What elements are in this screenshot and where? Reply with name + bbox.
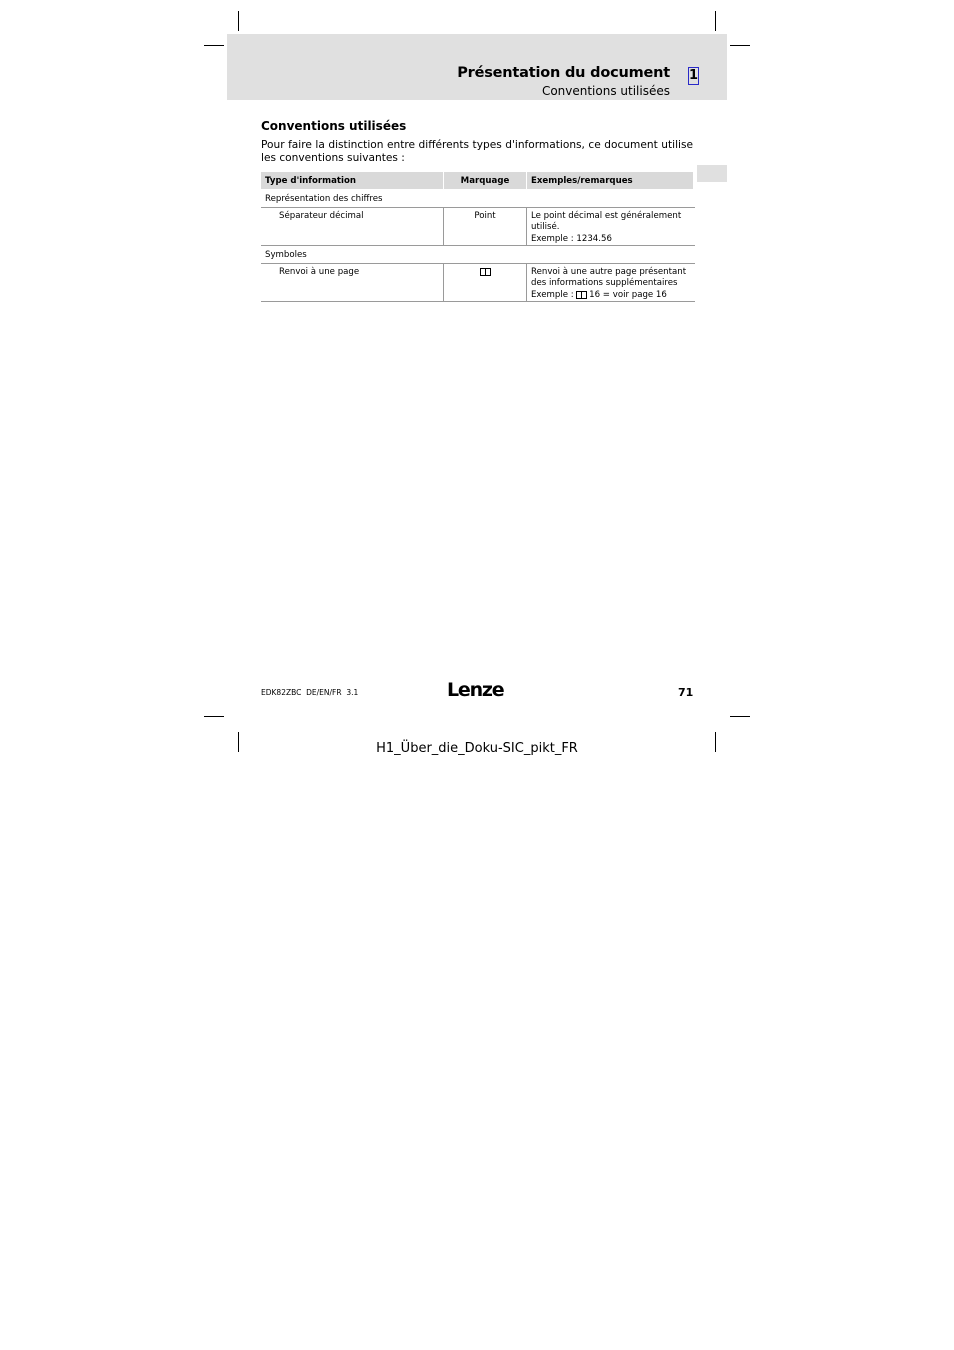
header-type: Type d'information (261, 172, 443, 189)
chapter-subtitle: Conventions utilisées (541, 84, 670, 98)
remark-example-prefix: Exemple : (531, 290, 577, 300)
crop-mark (238, 11, 239, 31)
remark-example: Exemple : 1234.56 (531, 234, 612, 244)
table-header-row (261, 172, 695, 190)
book-icon (480, 268, 490, 275)
crop-mark (715, 11, 716, 31)
chapter-number: 1 (689, 68, 699, 83)
section-title: Conventions utilisées (261, 119, 407, 133)
document-id: H1_Über_die_Doku-SIC_pikt_FR (376, 741, 578, 756)
remark-example (531, 290, 693, 301)
crop-mark (204, 45, 224, 46)
brand-logo: Lenze (447, 679, 504, 701)
group-label: Symboles (265, 250, 307, 260)
remark-line: Renvoi à une autre page présentant des informations supplémentaires (531, 267, 687, 288)
header-marking: Marquage (444, 172, 526, 189)
chapter-title: Présentation du document (457, 65, 670, 81)
marking-cell (444, 267, 526, 278)
group-row (261, 246, 695, 264)
crop-mark (730, 45, 750, 46)
doc-code: EDK82ZBC DE/EN/FR 3.1 (261, 688, 359, 697)
header-remarks: Exemples/remarques (527, 172, 693, 189)
table-row (261, 264, 695, 302)
side-tab-marker (697, 165, 727, 182)
type-cell: Séparateur décimal (279, 211, 364, 221)
remark-line: Le point décimal est généralement utilisé. (531, 211, 682, 232)
remark-example-suffix: 16 = voir page 16 (586, 290, 667, 300)
book-icon (576, 291, 586, 298)
table-row (261, 208, 695, 246)
page-number: 71 (678, 686, 694, 699)
marking-cell: Point (474, 211, 496, 221)
group-label: Représentation des chiffres (265, 194, 383, 204)
crop-mark (730, 716, 750, 717)
conventions-table (261, 172, 695, 302)
group-row (261, 190, 695, 208)
remark-cell (527, 211, 693, 245)
intro-paragraph: Pour faire la distinction entre différents types d'informations, ce document utilise les conventions suivantes : (261, 139, 693, 164)
remark-cell (527, 267, 693, 301)
type-cell: Renvoi à une page (279, 267, 360, 277)
crop-mark (204, 716, 224, 717)
